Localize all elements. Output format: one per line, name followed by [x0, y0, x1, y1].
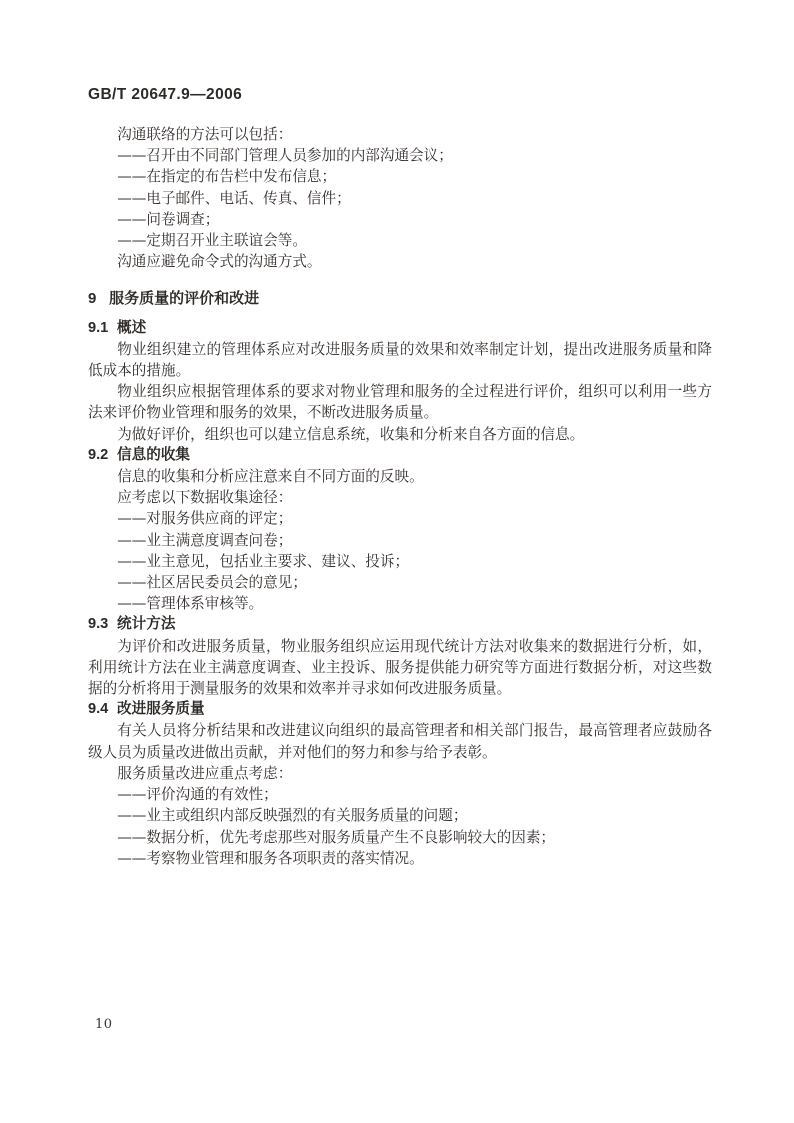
- paragraph: 有关人员将分析结果和改进建议向组织的最高管理者和相关部门报告，最高管理者应鼓励各级人员为质量改进做出贡献，并对他们的努力和参与给予表彰。: [88, 722, 712, 761]
- dash-list-item: ——召开由不同部门管理人员参加的内部沟通会议；: [117, 147, 453, 165]
- standard-number-header: GB/T 20647.9—2006: [88, 86, 243, 103]
- dash-list-item: ——业主意见，包括业主要求、建议、投诉；: [117, 552, 410, 570]
- paragraph-communication-lead: 沟通联络的方法可以包括：: [117, 126, 293, 143]
- dash-list-item: ——定期召开业主联谊会等。: [117, 232, 307, 250]
- paragraph: 为评价和改进服务质量，物业服务组织应运用现代统计方法对收集来的数据进行分析，如，利用统计方法在业主满意度调查、业主投诉、服务提供能力研究等方面进行数据分析，对这些数据的分析将用于测量服务的效果和效率并寻求如何改进服务质量。: [88, 637, 712, 698]
- section-title: 服务质量的评价和改进: [109, 290, 260, 308]
- paragraph: 服务质量改进应重点考虑：: [117, 764, 293, 782]
- dash-list-item: ——评价沟通的有效性；: [117, 786, 278, 804]
- dash-list-item: ——电子邮件、电话、传真、信件；: [117, 189, 351, 207]
- section-9-heading: [88, 288, 712, 309]
- paragraph: 物业组织应根据管理体系的要求对物业管理和服务的全过程进行评价，组织可以利用一些方法来评价物业管理和服务的效果，不断改进服务质量。: [88, 383, 712, 422]
- subsection-number: 9.3: [88, 616, 109, 633]
- subsection-9-1-heading: [88, 318, 712, 339]
- subsection-9-2-heading: [88, 445, 712, 466]
- subsection-title: 统计方法: [117, 616, 176, 633]
- dash-list-item: ——社区居民委员会的意见；: [117, 574, 307, 592]
- subsection-number: 9.1: [88, 319, 109, 336]
- subsection-9-4-heading: [88, 699, 712, 720]
- document-body: [88, 124, 712, 869]
- paragraph: 信息的收集和分析应注意来自不同方面的反映。: [117, 468, 424, 486]
- dash-list-item: ——在指定的布告栏中发布信息；: [117, 168, 337, 186]
- dash-list-item: ——业主满意度调查问卷；: [117, 531, 293, 549]
- subsection-9-3-heading: [88, 614, 712, 635]
- paragraph-communication-close: 沟通应避免命令式的沟通方式。: [117, 253, 322, 271]
- dash-list-item: ——业主或组织内部反映强烈的有关服务质量的问题；: [117, 807, 468, 825]
- subsection-title: 改进服务质量: [117, 701, 205, 718]
- content-area: [88, 86, 712, 869]
- subsection-title: 概述: [117, 319, 147, 336]
- dash-list-item: ——问卷调查；: [117, 210, 220, 228]
- dash-list-item: ——对服务供应商的评定；: [117, 510, 293, 528]
- dash-list-item: ——管理体系审核等。: [117, 595, 264, 613]
- page-number: 10: [95, 1017, 113, 1032]
- dash-list-item: ——考察物业管理和服务各项职责的落实情况。: [117, 849, 424, 867]
- paragraph: 物业组织建立的管理体系应对改进服务质量的效果和效率制定计划，提出改进服务质量和降低成本的措施。: [88, 340, 712, 380]
- section-number: 9: [88, 290, 97, 308]
- dash-list-item: ——数据分析，优先考虑那些对服务质量产生不良影响较大的因素；: [117, 828, 556, 846]
- subsection-number: 9.2: [88, 446, 109, 463]
- paragraph: 为做好评价，组织也可以建立信息系统，收集和分析来自各方面的信息。: [117, 425, 585, 443]
- subsection-number: 9.4: [88, 701, 109, 718]
- paragraph: 应考虑以下数据收集途径：: [117, 489, 293, 507]
- subsection-title: 信息的收集: [117, 446, 191, 463]
